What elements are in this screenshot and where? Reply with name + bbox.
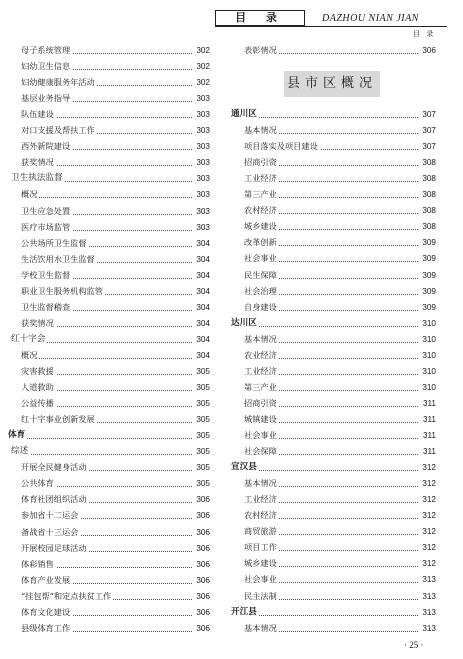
toc-entry-page: 303 [196,94,210,104]
toc-entry-title: 改革创新 [244,237,277,248]
toc-entry-title: 职业卫生服务机构监管 [21,285,103,296]
toc-entry-title: 农业经济 [244,349,277,360]
toc-entry-page: 306 [196,591,210,601]
toc-entry[interactable] [21,124,210,137]
toc-entry-title: 社会治理 [244,285,277,296]
toc-entry-page: 303 [196,174,210,184]
toc-entry[interactable] [244,220,436,233]
toc-entry[interactable] [244,477,436,490]
toc-entry-page: 309 [422,270,436,280]
toc-entry-page: 311 [422,447,436,457]
toc-entry[interactable] [231,606,436,619]
toc-entry-title: 概况 [21,189,38,200]
toc-entry[interactable] [21,365,210,378]
page-number: · 25 · [404,640,424,650]
toc-entry-title: 项目工作 [244,542,277,553]
toc-entry[interactable] [244,445,436,458]
toc-entry-title: “挂包帮”和定点扶贫工作 [21,590,112,601]
toc-entry-title: 队伍建设 [21,109,54,120]
toc-entry-title: 生活饮用水卫生监督 [21,253,95,264]
toc-entry[interactable] [21,317,210,330]
toc-entry[interactable] [11,172,210,185]
header-english-title: DAZHOU NIAN JIAN [322,13,419,24]
toc-entry-page: 306 [196,623,210,633]
toc-entry[interactable] [244,590,436,603]
toc-entry-title: 获奖情况 [21,157,54,168]
toc-entry[interactable] [21,622,210,635]
toc-entry[interactable] [11,445,210,458]
toc-entry[interactable] [21,493,210,506]
toc-entry-title: 综述 [11,446,29,457]
toc-entry-page: 313 [422,607,436,617]
toc-entry[interactable] [21,509,210,522]
toc-entry-page: 306 [196,511,210,521]
toc-entry[interactable] [21,92,210,105]
toc-entry-page: 313 [422,591,436,601]
toc-entry-page: 308 [422,190,436,200]
toc-entry[interactable] [21,156,210,169]
toc-entry-title: 对口支援及帮扶工作 [21,125,95,136]
toc-entry[interactable] [244,493,436,506]
toc-entry-title: 民生保障 [244,269,277,280]
toc-entry[interactable] [244,172,436,185]
toc-entry-title: 卫生监督稽查 [21,301,71,312]
toc-entry-title: 妇幼卫生信息 [21,61,71,72]
toc-entry[interactable] [244,381,436,394]
toc-entry-title: 农村经济 [244,205,277,216]
toc-entry[interactable] [231,461,436,474]
toc-entry-page: 308 [422,206,436,216]
toc-entry[interactable] [244,333,436,346]
toc-entry[interactable] [244,236,436,249]
toc-entry[interactable] [21,60,210,73]
toc-entry-title: 体彩销售 [21,558,54,569]
toc-entry-title: 城乡建设 [244,558,277,569]
toc-entry[interactable] [244,509,436,522]
toc-entry[interactable] [244,622,436,635]
toc-leader-dots [8,429,192,439]
toc-entry-title: 县级体育工作 [21,622,71,633]
toc-entry[interactable] [21,606,210,619]
toc-entry[interactable] [21,526,210,539]
toc-entry-title: 工业经济 [244,365,277,376]
toc-entry-page: 313 [422,575,436,585]
toc-entry-page: 305 [196,367,210,376]
toc-entry-page: 309 [422,286,436,296]
toc-entry-page: 307 [422,126,436,136]
toc-entry-page: 303 [196,110,210,120]
toc-entry-page: 304 [196,302,210,312]
toc-entry-page: 303 [196,142,210,152]
toc-entry-page: 303 [196,158,210,168]
toc-entry-title: 灾害救援 [21,366,54,376]
toc-entry[interactable] [21,461,210,474]
toc-entry-page: 303 [196,126,210,136]
toc-entry-page: 303 [196,190,210,200]
toc-entry-title: 第三产业 [244,189,277,200]
toc-entry-page: 305 [196,447,210,457]
toc-entry-page: 306 [422,46,436,55]
toc-entry-page: 306 [196,575,210,585]
header-subtitle: 目 录 [413,30,436,38]
toc-entry[interactable] [244,301,436,314]
toc-entry-title: 宣汉县 [231,462,257,473]
toc-leader-dots [21,349,192,359]
toc-entry[interactable] [244,140,436,153]
toc-entry-title: 卫生执法监督 [11,173,63,184]
toc-entry[interactable] [244,44,436,57]
toc-entry[interactable] [21,574,210,587]
toc-entry[interactable] [244,252,436,265]
toc-entry-title: 基本情况 [244,125,277,136]
toc-entry-page: 305 [196,463,210,473]
toc-entry-page: 313 [422,623,436,633]
toc-entry-title: 招商引资 [244,157,277,168]
toc-entry[interactable] [231,108,436,121]
toc-entry-title: 公益传播 [21,398,54,409]
toc-entry-page: 312 [422,479,436,489]
toc-entry-page: 304 [196,334,210,344]
toc-entry-title: 红十字会 [11,333,46,344]
toc-entry-title: 备战省十三运会 [21,526,79,537]
toc-entry-title: 基本情况 [244,478,277,489]
toc-entry-page: 312 [422,511,436,521]
toc-entry-title: 红十字事业创新发展 [21,414,95,425]
toc-entry-title: 农村经济 [244,510,277,521]
toc-entry[interactable] [21,381,210,394]
toc-entry-title: 人道救助 [21,382,54,393]
toc-entry-title: 体育产业发展 [21,574,71,585]
toc-entry-title: 城镇建设 [244,413,277,424]
toc-entry[interactable] [21,397,210,410]
toc-entry-title: 西外新院建设 [21,141,71,152]
toc-leader-dots [231,317,418,327]
toc-entry[interactable] [21,44,210,57]
toc-entry-page: 309 [422,238,436,248]
toc-entry-page: 307 [422,142,436,152]
toc-entry[interactable] [11,333,210,346]
toc-entry[interactable] [21,477,210,490]
toc-entry-title: 基层业务指导 [21,93,71,104]
toc-entry-page: 308 [422,158,436,168]
toc-entry[interactable] [21,558,210,571]
toc-entry-title: 达川区 [231,317,257,328]
toc-entry-page: 305 [196,383,210,393]
toc-entry-title: 医疗市场监管 [21,221,71,232]
toc-entry[interactable] [21,269,210,282]
toc-entry-page: 308 [422,174,436,184]
toc-entry-page: 304 [196,318,210,328]
toc-leader-dots [11,445,192,455]
toc-entry-page: 311 [422,398,436,408]
toc-entry[interactable] [244,573,436,586]
toc-entry-title: 基本情况 [244,622,277,633]
toc-entry-title: 概况 [21,349,38,360]
toc-leader-dots [21,188,192,198]
toc-entry-title: 获奖情况 [21,317,54,328]
toc-entry-page: 303 [196,222,210,232]
toc-entry-title: 项目落实及项目建设 [244,141,318,152]
toc-entry-page: 312 [422,559,436,569]
toc-entry[interactable] [244,124,436,137]
toc-entry[interactable] [244,188,436,201]
toc-entry-page: 311 [422,431,436,440]
toc-entry-title: 母子系统管理 [21,45,71,55]
toc-leader-dots [231,606,418,616]
toc-entry-page: 312 [422,543,436,553]
toc-entry-page: 312 [422,463,436,473]
toc-entry-title: 卫生应急处置 [21,205,71,216]
toc-entry-title: 第三产业 [244,381,277,392]
toc-entry-page: 310 [422,350,436,360]
toc-entry-page: 304 [196,238,210,248]
toc-entry[interactable] [21,188,210,201]
toc-entry[interactable] [21,590,210,603]
toc-entry-page: 306 [196,607,210,617]
toc-entry[interactable] [231,317,436,330]
toc-entry-page: 305 [196,415,210,425]
toc-entry-title: 自身建设 [244,301,277,312]
toc-entry-title: 招商引资 [244,397,277,408]
toc-entry[interactable] [244,397,436,410]
toc-entry[interactable] [244,156,436,169]
toc-entry-title: 体育 [8,430,26,441]
toc-entry-page: 305 [196,399,210,409]
toc-entry[interactable] [244,525,436,538]
toc-entry[interactable] [244,429,436,442]
toc-entry-page: 312 [422,495,436,505]
toc-entry[interactable] [21,301,210,314]
toc-entry-page: 306 [196,543,210,553]
section-banner: 县市区概况 [284,71,380,97]
toc-entry[interactable] [244,204,436,217]
toc-entry-page: 306 [196,495,210,505]
toc-entry-page: 304 [196,286,210,296]
toc-entry-title: 通川区 [231,109,257,119]
toc-entry-title: 公共场所卫生监督 [21,237,87,248]
toc-leader-dots [231,461,418,471]
toc-entry[interactable] [244,541,436,554]
toc-entry-page: 310 [422,334,436,344]
toc-entry-title: 开展全民健身活动 [21,462,87,473]
toc-entry-page: 308 [422,222,436,232]
toc-entry[interactable] [8,429,210,442]
toc-entry-page: 305 [196,479,210,489]
toc-entry[interactable] [21,76,210,89]
toc-entry[interactable] [244,349,436,362]
toc-entry-page: 310 [422,382,436,392]
toc-entry[interactable] [21,542,210,555]
toc-entry-title: 妇幼健康服务年活动 [21,77,95,88]
toc-entry-title: 开展校园足球活动 [21,542,87,553]
toc-entry-page: 310 [422,318,436,328]
toc-entry-page: 303 [196,206,210,216]
toc-entry-title: 基本情况 [244,333,277,344]
toc-entry-page: 307 [422,110,436,119]
toc-entry-title: 开江县 [231,606,257,617]
toc-entry-page: 305 [196,431,210,441]
toc-entry[interactable] [244,413,436,426]
toc-entry-title: 民主法制 [244,590,277,601]
toc-entry-page: 302 [196,46,210,55]
toc-entry-title: 工业经济 [244,494,277,505]
toc-entry-page: 304 [196,350,210,360]
toc-entry[interactable] [244,365,436,378]
toc-entry[interactable] [21,253,210,266]
toc-entry[interactable] [244,269,436,282]
toc-entry-page: 302 [196,78,210,88]
toc-leader-dots [231,108,418,118]
toc-entry-title: 表彰情况 [244,45,277,55]
toc-entry-page: 304 [196,254,210,264]
toc-entry-title: 商贸旅游 [244,526,277,537]
toc-entry-page: 312 [422,527,436,537]
toc-entry-title: 学校卫生监督 [21,269,71,280]
toc-entry[interactable] [244,557,436,570]
toc-entry[interactable] [21,221,210,234]
toc-entry[interactable] [21,413,210,426]
toc-entry-title: 工业经济 [244,173,277,184]
header-rule [215,26,447,27]
toc-entry-title: 社会事业 [244,430,277,440]
toc-entry-title: 社会事业 [244,574,277,585]
toc-entry-title: 公共体育 [21,478,54,489]
toc-entry-page: 310 [422,366,436,376]
toc-entry[interactable] [21,349,210,362]
toc-entry-page: 306 [196,559,210,569]
toc-entry-page: 304 [196,270,210,280]
toc-entry[interactable] [244,285,436,298]
toc-entry-page: 306 [196,527,210,537]
toc-entry[interactable] [21,140,210,153]
toc-entry-page: 302 [196,62,210,72]
toc-entry[interactable] [21,285,210,298]
toc-entry-page: 311 [422,414,436,424]
toc-entry-title: 体育文化建设 [21,606,71,617]
toc-entry-title: 体育社团组织活动 [21,494,87,505]
toc-entry-title: 社会事业 [244,253,277,264]
toc-entry-page: 309 [422,302,436,312]
toc-entry[interactable] [21,237,210,250]
toc-entry[interactable] [21,205,210,218]
toc-entry[interactable] [21,108,210,121]
header-title-box: 目 录 [215,10,305,26]
toc-entry-page: 309 [422,254,436,264]
toc-entry-title: 参加省十二运会 [21,510,79,521]
toc-entry-title: 社会保障 [244,446,277,457]
toc-entry-title: 城乡建设 [244,221,277,232]
